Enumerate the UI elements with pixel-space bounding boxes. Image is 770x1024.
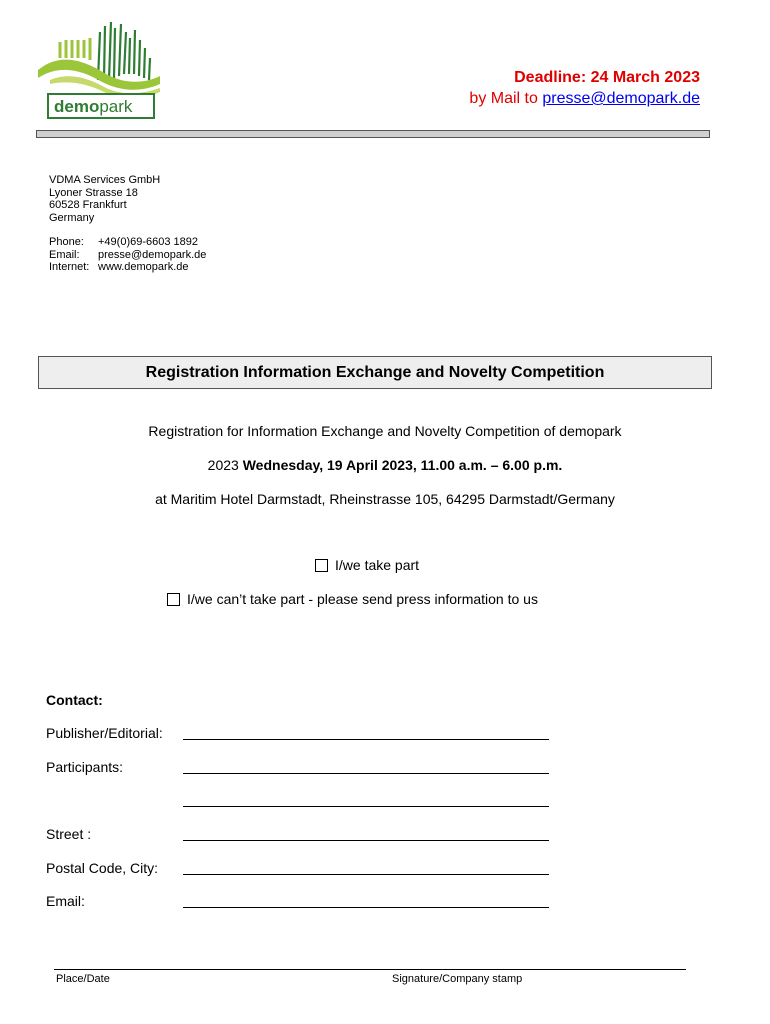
contact-info: [49, 236, 206, 274]
postal-city-field[interactable]: [183, 874, 549, 875]
participants-field-2[interactable]: [183, 806, 549, 807]
event-date-time: Wednesday, 19 April 2023, 11.00 a.m. – 6.00 p.m.: [242, 457, 563, 473]
form-title: Registration Information Exchange and Novelty Competition: [38, 356, 712, 389]
signature-stamp-label: Signature/Company stamp: [392, 973, 523, 985]
internet-value: www.demopark.de: [98, 261, 189, 274]
logo-text-bold: demo: [54, 97, 100, 116]
country: Germany: [49, 212, 95, 225]
phone-label: Phone:: [49, 236, 84, 248]
company-name: VDMA Services GmbH: [49, 174, 161, 186]
place-date-label: Place/Date: [56, 973, 110, 985]
demopark-logo: [36, 18, 162, 122]
option-cant-take-part[interactable]: [167, 591, 538, 607]
phone-value: +49(0)69-6603 1892: [98, 236, 198, 248]
intro-line-1: Registration for Information Exchange and Novelty Competition of demopark: [148, 423, 622, 439]
take-part-label: I/we take part: [335, 557, 420, 573]
publisher-label: Publisher/Editorial:: [46, 725, 163, 741]
email-field[interactable]: [183, 907, 549, 908]
contact-heading: Contact:: [46, 692, 103, 708]
logo-text-regular: park: [99, 97, 133, 116]
header-divider-bar: [36, 130, 710, 138]
street-label: Street :: [46, 826, 92, 842]
postal-city-label: Postal Code, City:: [46, 860, 159, 876]
address-block: [49, 174, 160, 225]
intro-line-2: [0, 457, 770, 473]
postal-city: 60528 Frankfurt: [49, 199, 127, 212]
email-value: presse@demopark.de: [98, 248, 207, 261]
cant-take-part-label: I/we can’t take part - please send press information to us: [187, 591, 538, 607]
email-row: [49, 249, 206, 262]
email-label: Email:: [49, 248, 80, 261]
cant-take-part-checkbox[interactable]: [167, 593, 180, 606]
deadline-block: [469, 67, 700, 109]
option-take-part[interactable]: [315, 557, 419, 573]
street-field[interactable]: [183, 840, 549, 841]
internet-row: [49, 261, 206, 274]
internet-label: Internet:: [49, 261, 90, 274]
take-part-checkbox[interactable]: [315, 559, 328, 572]
email-field-label: Email:: [46, 893, 85, 909]
svg-text:demopark: [54, 97, 133, 116]
demopark-logo-graphic: [36, 18, 162, 122]
phone-row: [49, 236, 206, 249]
publisher-field[interactable]: [183, 739, 549, 740]
street: Lyoner Strasse 18: [49, 186, 138, 199]
deadline-label: Deadline: 24 March 2023: [514, 69, 700, 86]
participants-label: Participants:: [46, 759, 124, 775]
participants-field-1[interactable]: [183, 773, 549, 774]
mail-address-link[interactable]: presse@demopark.de: [542, 90, 700, 107]
mail-prefix: by Mail to: [469, 90, 543, 107]
signature-line: [54, 969, 686, 970]
intro-line-3: at Maritim Hotel Darmstadt, Rheinstrasse 105, 64295 Darmstadt/Germany: [155, 491, 615, 507]
intro-year: 2023: [207, 457, 243, 473]
